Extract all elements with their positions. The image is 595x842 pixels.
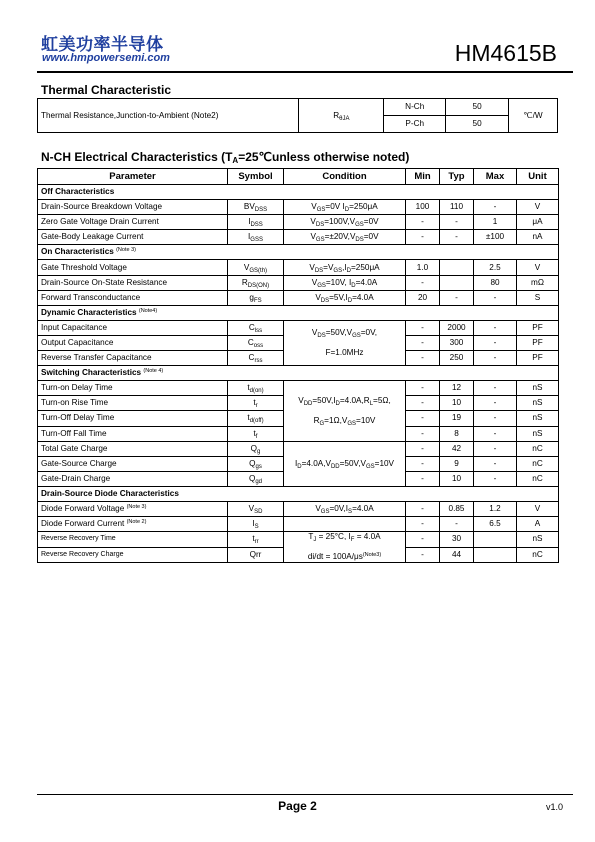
- symbol-cell: $C_{rss}$: [228, 351, 284, 366]
- unit-cell: nC: [517, 456, 559, 471]
- condition-cell: $V_{GS}=0V$ $I_D=250\mu A$: [284, 200, 406, 215]
- param-cell: Diode Forward Current $^{(Note 2)}$: [38, 517, 228, 532]
- typ-cell: 10: [440, 471, 474, 486]
- typ-cell: -: [440, 517, 474, 532]
- typ-cell: 42: [440, 441, 474, 456]
- thermal-param: Thermal Resistance,Junction-to-Ambient (Note2): [38, 99, 299, 133]
- param-cell: Turn-Off Delay Time: [38, 411, 228, 426]
- unit-cell: nS: [517, 426, 559, 441]
- unit-cell: PF: [517, 335, 559, 350]
- col-header-max: Max: [474, 169, 517, 185]
- symbol-cell: Qrr: [228, 547, 284, 563]
- symbol-cell: $I_{DSS}$: [228, 215, 284, 230]
- col-header-min: Min: [406, 169, 440, 185]
- min-cell: -: [406, 275, 440, 290]
- symbol-cell: $Q_{gd}$: [228, 471, 284, 486]
- typ-cell: [440, 260, 474, 275]
- max-cell: -: [474, 411, 517, 426]
- symbol-cell: $t_{rr}$: [228, 532, 284, 548]
- max-cell: ±100: [474, 230, 517, 245]
- condition-cell-charge: $I_D=4.0A,V_{DD}=50V,V_{GS}=10V$: [284, 441, 406, 486]
- thermal-value-n: 50: [446, 99, 509, 116]
- table-row: [38, 230, 559, 245]
- param-cell: Reverse Recovery Charge: [38, 547, 228, 563]
- typ-cell: -: [440, 290, 474, 305]
- min-cell: -: [406, 501, 440, 516]
- min-cell: -: [406, 426, 440, 441]
- unit-cell: PF: [517, 351, 559, 366]
- typ-cell: 250: [440, 351, 474, 366]
- typ-cell: 0.85: [440, 501, 474, 516]
- symbol-cell: $t_r$: [228, 396, 284, 411]
- max-cell: [474, 547, 517, 563]
- unit-cell: V: [517, 200, 559, 215]
- unit-cell: nS: [517, 396, 559, 411]
- table-row: [38, 320, 559, 335]
- typ-cell: -: [440, 215, 474, 230]
- max-cell: 1: [474, 215, 517, 230]
- thermal-table: [37, 98, 558, 133]
- section-dynamic: Dynamic Characteristics $^{(Note4)}$: [38, 305, 559, 320]
- condition-cell: $V_{DS}=V_{GS},I_D=250\mu A$: [284, 260, 406, 275]
- condition-cell-recovery: $T_J = 25^\circ C$, $I_F = 4.0A$ $di/dt = 100A/\mu s^{(Note3)}$: [284, 532, 406, 563]
- max-cell: 1.2: [474, 501, 517, 516]
- max-cell: -: [474, 471, 517, 486]
- unit-cell: S: [517, 290, 559, 305]
- max-cell: -: [474, 441, 517, 456]
- table-row: [38, 532, 559, 548]
- symbol-cell: $t_{d(off)}$: [228, 411, 284, 426]
- table-row: [38, 517, 559, 532]
- typ-cell: 44: [440, 547, 474, 563]
- max-cell: 6.5: [474, 517, 517, 532]
- section-on: On Characteristics $^{(Note 3)}$: [38, 245, 559, 260]
- table-row: [38, 215, 559, 230]
- symbol-cell: $t_{d(on)}$: [228, 381, 284, 396]
- min-cell: -: [406, 335, 440, 350]
- col-header-symbol: Symbol: [228, 169, 284, 185]
- version-label: v1.0: [545, 802, 563, 812]
- param-cell: Input Capacitance: [38, 320, 228, 335]
- param-cell: Reverse Transfer Capacitance: [38, 351, 228, 366]
- symbol-cell: $t_f$: [228, 426, 284, 441]
- typ-cell: 8: [440, 426, 474, 441]
- unit-cell: nS: [517, 381, 559, 396]
- header-divider: [37, 71, 573, 73]
- unit-cell: V: [517, 260, 559, 275]
- col-header-condition: Condition: [284, 169, 406, 185]
- param-cell: Gate Threshold Voltage: [38, 260, 228, 275]
- max-cell: -: [474, 200, 517, 215]
- footer-divider: [37, 794, 573, 795]
- section-off: Off Characteristics: [38, 185, 559, 200]
- thermal-symbol: $R_{\theta JA}$: [299, 99, 384, 133]
- param-cell: Diode Forward Voltage $^{(Note 3)}$: [38, 501, 228, 516]
- min-cell: -: [406, 230, 440, 245]
- symbol-cell: $C_{oss}$: [228, 335, 284, 350]
- symbol-cell: $BV_{DSS}$: [228, 200, 284, 215]
- min-cell: -: [406, 215, 440, 230]
- min-cell: -: [406, 456, 440, 471]
- part-number: HM4615B: [454, 40, 557, 66]
- unit-cell: nC: [517, 547, 559, 563]
- table-header-row: [38, 169, 559, 185]
- col-header-parameter: Parameter: [38, 169, 228, 185]
- condition-cell: [284, 517, 406, 532]
- typ-cell: 110: [440, 200, 474, 215]
- param-cell: Total Gate Charge: [38, 441, 228, 456]
- max-cell: -: [474, 335, 517, 350]
- param-cell: Gate-Drain Charge: [38, 471, 228, 486]
- unit-cell: PF: [517, 320, 559, 335]
- section-diode: Drain-Source Diode Characteristics: [38, 486, 559, 501]
- nch-section-title: N-CH Electrical Characteristics ($T_A=25℃unless$ otherwise noted): [41, 150, 410, 165]
- max-cell: -: [474, 320, 517, 335]
- table-row: [38, 260, 559, 275]
- min-cell: -: [406, 351, 440, 366]
- company-website: www.hmpowersemi.com: [42, 52, 170, 64]
- condition-cell: $V_{GS}=\pm 20V,V_{DS}=0V$: [284, 230, 406, 245]
- table-row: [38, 275, 559, 290]
- typ-cell: 10: [440, 396, 474, 411]
- table-row: [38, 381, 559, 396]
- condition-cell-capacitance: $V_{DS}=50V,V_{GS}=0V$, F=1.0MHz: [284, 320, 406, 365]
- table-row: [38, 290, 559, 305]
- typ-cell: 12: [440, 381, 474, 396]
- col-header-unit: Unit: [517, 169, 559, 185]
- unit-cell: nC: [517, 471, 559, 486]
- min-cell: -: [406, 547, 440, 563]
- table-row: [38, 441, 559, 456]
- thermal-section-title: Thermal Characteristic: [41, 83, 172, 97]
- unit-cell: nS: [517, 411, 559, 426]
- condition-cell: $V_{DS}=100V,V_{GS}=0V$: [284, 215, 406, 230]
- param-cell: Gate-Body Leakage Current: [38, 230, 228, 245]
- param-cell: Turn-on Delay Time: [38, 381, 228, 396]
- symbol-cell: $R_{DS(ON)}$: [228, 275, 284, 290]
- symbol-cell: $I_{GSS}$: [228, 230, 284, 245]
- company-logo-cn: 虹美功率半导体: [41, 35, 164, 55]
- unit-cell: nA: [517, 230, 559, 245]
- section-switching: Switching Characteristics $^{(Note 4)}$: [38, 366, 559, 381]
- max-cell: 2.5: [474, 260, 517, 275]
- typ-cell: -: [440, 230, 474, 245]
- min-cell: -: [406, 517, 440, 532]
- min-cell: -: [406, 411, 440, 426]
- unit-cell: nC: [517, 441, 559, 456]
- min-cell: 20: [406, 290, 440, 305]
- unit-cell: A: [517, 517, 559, 532]
- param-cell: Drain-Source Breakdown Voltage: [38, 200, 228, 215]
- symbol-cell: $V_{GS(th)}$: [228, 260, 284, 275]
- symbol-cell: $Q_g$: [228, 441, 284, 456]
- condition-cell-switching: $V_{DD}=50V,I_D=4.0A,R_L=5\Omega$, $R_G=1\Omega,V_{GS}=10V$: [284, 381, 406, 441]
- unit-cell: nS: [517, 532, 559, 548]
- page-number: Page 2: [278, 799, 317, 813]
- condition-cell: $V_{GS}=0V,I_S=4.0A$: [284, 501, 406, 516]
- thermal-value-p: 50: [446, 116, 509, 133]
- param-cell: Gate-Source Charge: [38, 456, 228, 471]
- param-cell: Drain-Source On-State Resistance: [38, 275, 228, 290]
- typ-cell: 2000: [440, 320, 474, 335]
- symbol-cell: $V_{SD}$: [228, 501, 284, 516]
- min-cell: -: [406, 441, 440, 456]
- table-row: [38, 501, 559, 516]
- max-cell: -: [474, 381, 517, 396]
- unit-cell: mΩ: [517, 275, 559, 290]
- unit-cell: μA: [517, 215, 559, 230]
- thermal-type-n: N-Ch: [384, 99, 446, 116]
- min-cell: -: [406, 381, 440, 396]
- param-cell: Output Capacitance: [38, 335, 228, 350]
- min-cell: -: [406, 396, 440, 411]
- unit-cell: V: [517, 501, 559, 516]
- table-row: [38, 200, 559, 215]
- max-cell: -: [474, 396, 517, 411]
- nch-characteristics-table: [37, 168, 559, 563]
- max-cell: -: [474, 290, 517, 305]
- min-cell: 100: [406, 200, 440, 215]
- typ-cell: [440, 275, 474, 290]
- param-cell: Turn-on Rise Time: [38, 396, 228, 411]
- thermal-type-p: P-Ch: [384, 116, 446, 133]
- min-cell: -: [406, 532, 440, 548]
- typ-cell: 30: [440, 532, 474, 548]
- condition-cell: $V_{DS}=5V,I_D=4.0A$: [284, 290, 406, 305]
- min-cell: -: [406, 471, 440, 486]
- param-cell: Forward Transconductance: [38, 290, 228, 305]
- col-header-typ: Typ: [440, 169, 474, 185]
- max-cell: -: [474, 351, 517, 366]
- symbol-cell: $I_S$: [228, 517, 284, 532]
- typ-cell: 9: [440, 456, 474, 471]
- typ-cell: 19: [440, 411, 474, 426]
- param-cell: Zero Gate Voltage Drain Current: [38, 215, 228, 230]
- symbol-cell: $g_{FS}$: [228, 290, 284, 305]
- symbol-cell: $Q_{gs}$: [228, 456, 284, 471]
- max-cell: -: [474, 456, 517, 471]
- condition-cell: $V_{GS}=10V$, $I_D=4.0A$: [284, 275, 406, 290]
- max-cell: [474, 532, 517, 548]
- typ-cell: 300: [440, 335, 474, 350]
- thermal-unit: ℃/W: [509, 99, 558, 133]
- min-cell: 1.0: [406, 260, 440, 275]
- min-cell: -: [406, 320, 440, 335]
- param-cell: Reverse Recovery Time: [38, 532, 228, 548]
- param-cell: Turn-Off Fall Time: [38, 426, 228, 441]
- symbol-cell: $C_{lss}$: [228, 320, 284, 335]
- max-cell: 80: [474, 275, 517, 290]
- max-cell: -: [474, 426, 517, 441]
